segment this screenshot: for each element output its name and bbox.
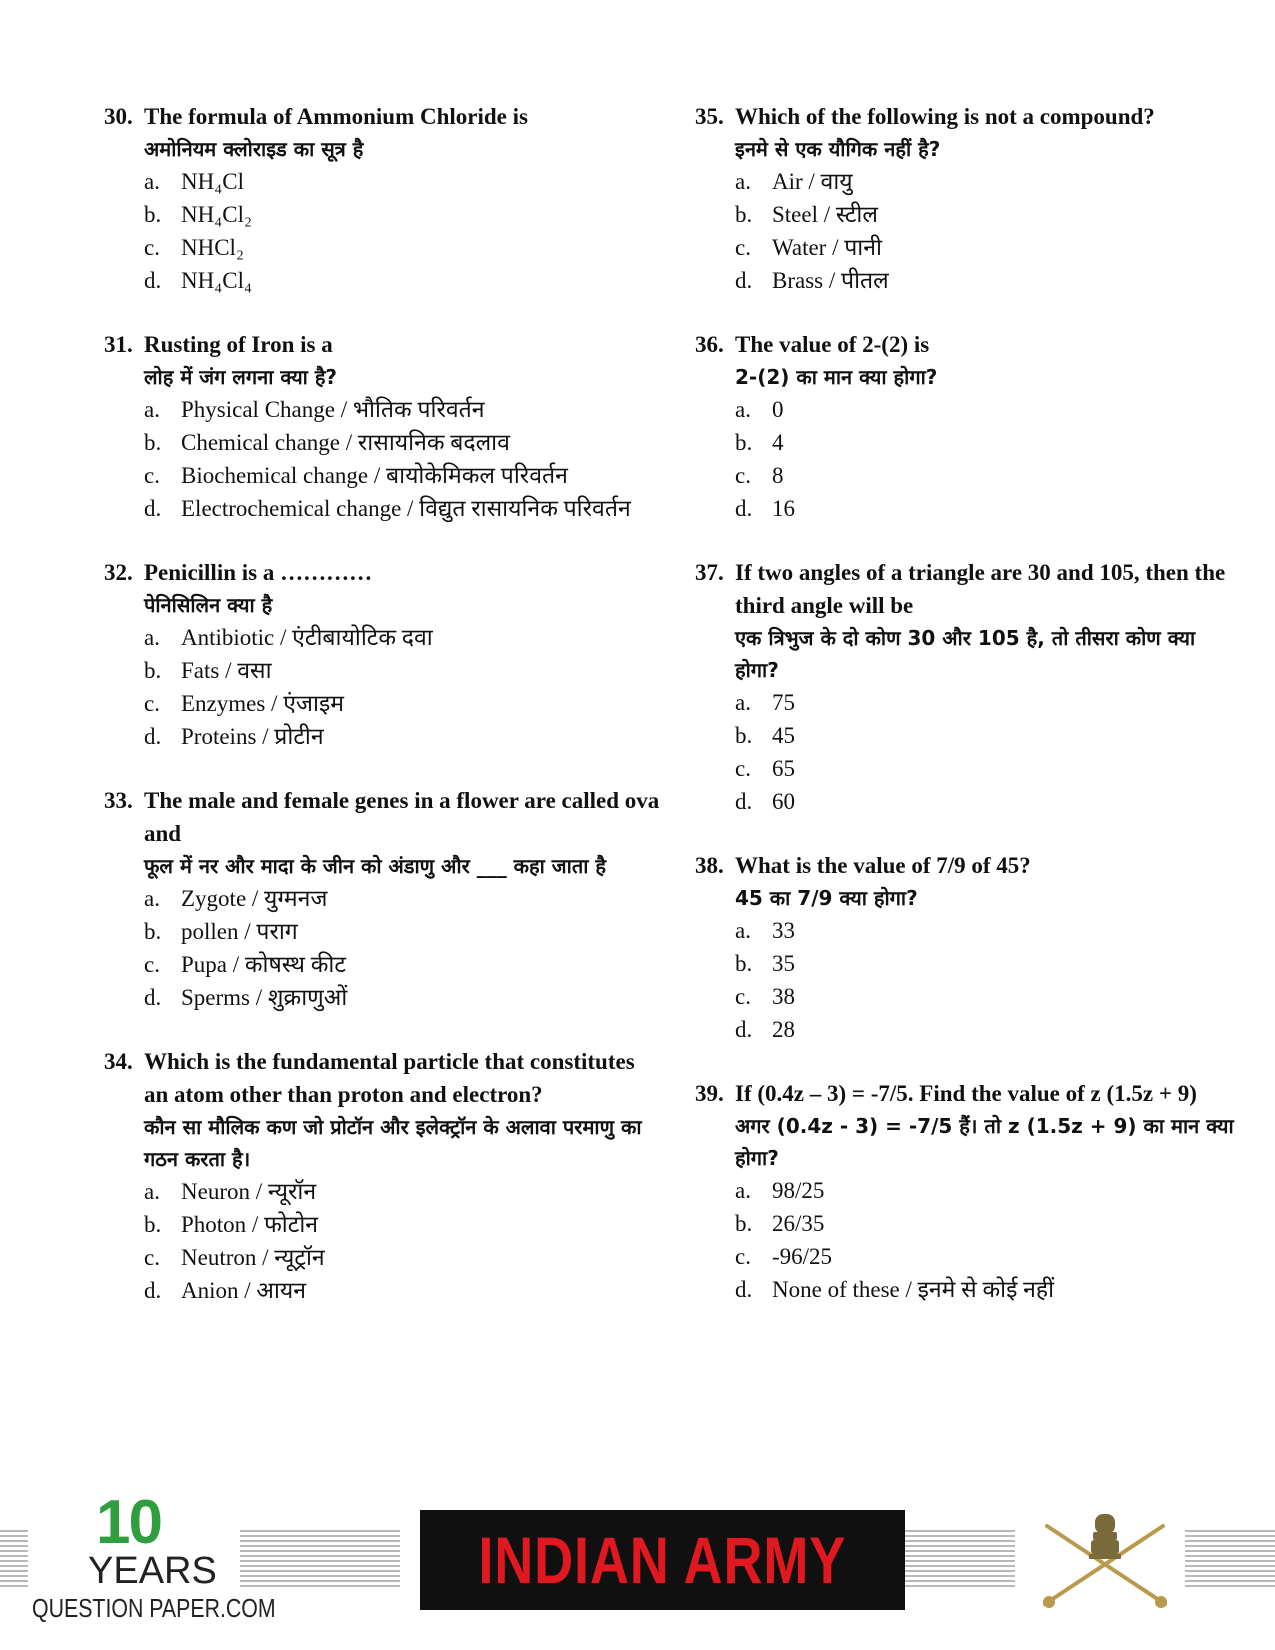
question-text: If two angles of a triangle are 30 and 105, then the third angle will be: [735, 560, 1226, 618]
option-item: [144, 1175, 664, 1208]
question-title: [104, 328, 664, 361]
option-letter: b.: [144, 919, 162, 944]
question-title: [104, 784, 664, 850]
option-text: Enzymes / एंजाइम: [181, 691, 344, 716]
right-column: [695, 100, 1235, 1337]
option-letter: b.: [144, 430, 162, 455]
question-number: 33.: [104, 788, 133, 813]
option-item: [735, 980, 1235, 1013]
option-text: None of these / इनमे से कोई नहीं: [772, 1277, 1055, 1302]
option-text: Chemical change / रासायनिक बदलाव: [181, 430, 510, 455]
question-number: 32.: [104, 560, 133, 585]
option-text: Biochemical change / बायोकेमिकल परिवर्तन: [181, 463, 568, 488]
option-letter: a.: [735, 397, 751, 422]
option-item: [735, 785, 1235, 818]
option-list: [104, 621, 664, 753]
option-item: [144, 198, 664, 231]
option-item: [735, 1273, 1235, 1306]
question-text: The male and female genes in a flower are called ova and: [144, 788, 660, 846]
option-text: Sperms / शुक्राणुओं: [181, 985, 348, 1010]
option-item: [735, 914, 1235, 947]
footer-stripes: [1185, 1530, 1275, 1588]
question-text-hindi: लोह में जंग लगना क्या है?: [144, 365, 338, 389]
option-list: [104, 393, 664, 525]
option-item: [144, 621, 664, 654]
option-text: Electrochemical change / विद्युत रासायनिक परिवर्तन: [181, 496, 631, 521]
option-item: [735, 198, 1235, 231]
option-letter: b.: [735, 202, 753, 227]
footer-stripes: [0, 1530, 28, 1588]
option-letter: b.: [735, 430, 753, 455]
option-item: [735, 264, 1235, 297]
option-list: [104, 1175, 664, 1307]
question-32: [104, 556, 664, 753]
option-text: 45: [772, 723, 795, 748]
option-text: 75: [772, 690, 795, 715]
question-text: Which is the fundamental particle that constitutes an atom other than proton and electron?: [144, 1049, 635, 1107]
question-37: [695, 556, 1235, 818]
option-item: [144, 654, 664, 687]
option-letter: c.: [735, 756, 751, 781]
option-text: -96/25: [772, 1244, 833, 1269]
question-title: [695, 1077, 1235, 1110]
option-letter: b.: [735, 723, 753, 748]
option-letter: b.: [144, 1212, 162, 1237]
option-item: [144, 165, 664, 198]
option-text: 16: [772, 496, 795, 521]
option-list: [104, 882, 664, 1014]
option-text: Neuron / न्यूरॉन: [181, 1179, 317, 1204]
option-letter: c.: [735, 235, 751, 260]
option-item: [144, 1208, 664, 1241]
option-letter: a.: [735, 690, 751, 715]
question-title: [104, 100, 664, 133]
question-text: What is the value of 7/9 of 45?: [735, 853, 1031, 878]
option-text: 35: [772, 951, 795, 976]
question-39: [695, 1077, 1235, 1306]
option-letter: b.: [144, 658, 162, 683]
question-number: 39.: [695, 1081, 724, 1106]
question-text-hindi: एक त्रिभुज के दो कोण 30 और 105 है, तो तीसरा कोण क्या होगा?: [735, 626, 1196, 682]
option-text: Air / वायु: [772, 169, 853, 194]
option-item: [144, 1274, 664, 1307]
option-item: [735, 1013, 1235, 1046]
option-text: Photon / फोटोन: [181, 1212, 319, 1237]
option-letter: d.: [735, 268, 753, 293]
question-text: Penicillin is a …………: [144, 560, 373, 585]
question-33: [104, 784, 664, 1014]
option-letter: d.: [144, 268, 162, 293]
option-text: Pupa / कोषस्थ कीट: [181, 952, 346, 977]
option-letter: c.: [144, 235, 160, 260]
option-list: [695, 914, 1235, 1046]
question-30: [104, 100, 664, 297]
question-text-hindi: फूल में नर और मादा के जीन को अंडाणु और ___ कहा जाता है: [144, 854, 606, 878]
option-letter: d.: [144, 496, 162, 521]
option-item: [735, 459, 1235, 492]
question-number: 35.: [695, 104, 724, 129]
option-item: [144, 720, 664, 753]
option-item: [144, 426, 664, 459]
question-number: 38.: [695, 853, 724, 878]
option-letter: c.: [144, 463, 160, 488]
option-text: 65: [772, 756, 795, 781]
question-title: [695, 100, 1235, 133]
option-item: [144, 1241, 664, 1274]
option-item: [735, 231, 1235, 264]
question-text-hindi: कौन सा मौलिक कण जो प्रोटॉन और इलेक्ट्रॉन के अलावा परमाणु का गठन करता है।: [144, 1115, 642, 1171]
option-text: Anion / आयन: [181, 1278, 307, 1303]
question-35: [695, 100, 1235, 297]
question-text: If (0.4z – 3) = -7/5. Find the value of z (1.5z + 9): [735, 1081, 1197, 1106]
question-text: Rusting of Iron is a: [144, 332, 333, 357]
option-letter: a.: [144, 169, 160, 194]
option-letter: d.: [735, 1277, 753, 1302]
option-list: [695, 1174, 1235, 1306]
option-item: [735, 492, 1235, 525]
logo-years: YEARS: [88, 1550, 217, 1592]
option-item: [144, 231, 664, 264]
footer-stripes: [905, 1530, 1015, 1588]
question-title: [695, 556, 1235, 622]
option-text: 26/35: [772, 1211, 825, 1236]
option-item: [735, 1174, 1235, 1207]
option-letter: d.: [144, 1278, 162, 1303]
option-text: Neutron / न्यूट्रॉन: [181, 1245, 325, 1270]
option-text: Steel / स्टील: [772, 202, 878, 227]
question-number: 30.: [104, 104, 133, 129]
option-text: 4: [772, 430, 784, 455]
option-text: Water / पानी: [772, 235, 882, 260]
option-item: [735, 1240, 1235, 1273]
option-letter: a.: [735, 1178, 751, 1203]
logo-site-name: QUESTION PAPER.COM: [32, 1593, 276, 1623]
question-38: [695, 849, 1235, 1046]
question-text-hindi: 45 का 7/9 क्या होगा?: [735, 886, 918, 910]
option-item: [735, 393, 1235, 426]
option-text: NH₄Cl₂: [181, 202, 252, 227]
question-title: [104, 556, 664, 589]
question-text: The value of 2-(2) is: [735, 332, 930, 357]
question-title: [695, 849, 1235, 882]
option-item: [144, 687, 664, 720]
question-text-hindi: 2-(2) का मान क्या होगा?: [735, 365, 938, 389]
option-item: [144, 981, 664, 1014]
option-letter: b.: [144, 202, 162, 227]
option-text: 33: [772, 918, 795, 943]
option-letter: a.: [144, 1179, 160, 1204]
option-text: 28: [772, 1017, 795, 1042]
option-item: [735, 426, 1235, 459]
option-text: 98/25: [772, 1178, 825, 1203]
option-text: NHCl₂: [181, 235, 244, 260]
question-title: [695, 328, 1235, 361]
option-letter: c.: [144, 952, 160, 977]
option-item: [735, 752, 1235, 785]
option-letter: d.: [144, 985, 162, 1010]
option-text: 8: [772, 463, 784, 488]
option-item: [144, 264, 664, 297]
indian-army-banner: [420, 1510, 905, 1610]
option-text: 0: [772, 397, 784, 422]
question-text: The formula of Ammonium Chloride is: [144, 104, 528, 129]
option-letter: a.: [144, 625, 160, 650]
option-item: [144, 492, 664, 525]
option-letter: c.: [735, 984, 751, 1009]
option-text: 60: [772, 789, 795, 814]
option-letter: d.: [735, 789, 753, 814]
option-item: [144, 915, 664, 948]
option-letter: b.: [735, 951, 753, 976]
option-item: [144, 882, 664, 915]
option-text: Zygote / युग्मनज: [181, 886, 328, 911]
option-text: Physical Change / भौतिक परिवर्तन: [181, 397, 485, 422]
option-text: NH₄Cl₄: [181, 268, 252, 293]
option-letter: d.: [144, 724, 162, 749]
option-item: [144, 393, 664, 426]
option-letter: b.: [735, 1211, 753, 1236]
option-text: pollen / पराग: [181, 919, 298, 944]
option-letter: d.: [735, 1017, 753, 1042]
option-letter: c.: [144, 1245, 160, 1270]
question-text-hindi: अमोनियम क्लोराइड का सूत्र है: [144, 137, 364, 161]
option-item: [144, 459, 664, 492]
footer-stripes: [240, 1530, 400, 1588]
question-text-hindi: इनमे से एक यौगिक नहीं है?: [735, 137, 941, 161]
question-34: [104, 1045, 664, 1307]
question-number: 34.: [104, 1049, 133, 1074]
option-item: [735, 686, 1235, 719]
option-letter: a.: [735, 169, 751, 194]
option-text: 38: [772, 984, 795, 1009]
question-36: [695, 328, 1235, 525]
option-list: [695, 686, 1235, 818]
option-letter: a.: [144, 397, 160, 422]
question-text-hindi: पेनिसिलिन क्या है: [144, 593, 273, 617]
option-item: [735, 719, 1235, 752]
option-letter: a.: [735, 918, 751, 943]
option-text: Proteins / प्रोटीन: [181, 724, 324, 749]
question-text: Which of the following is not a compound?: [735, 104, 1155, 129]
footer: [0, 1480, 1275, 1640]
option-letter: c.: [735, 463, 751, 488]
option-list: [695, 393, 1235, 525]
option-letter: a.: [144, 886, 160, 911]
question-31: [104, 328, 664, 525]
option-letter: c.: [735, 1244, 751, 1269]
option-letter: d.: [735, 496, 753, 521]
option-list: [695, 165, 1235, 297]
option-item: [735, 165, 1235, 198]
question-title: [104, 1045, 664, 1111]
banner-text: INDIAN ARMY: [478, 1523, 847, 1597]
option-text: Fats / वसा: [181, 658, 272, 683]
option-text: Brass / पीतल: [772, 268, 889, 293]
option-item: [144, 948, 664, 981]
option-item: [735, 1207, 1235, 1240]
crossed-swords-emblem-icon: [1035, 1506, 1175, 1616]
logo-number: 10: [96, 1488, 161, 1557]
option-text: Antibiotic / एंटीबायोटिक दवा: [181, 625, 433, 650]
option-letter: c.: [144, 691, 160, 716]
option-list: [104, 165, 664, 297]
left-column: [104, 100, 664, 1338]
question-text-hindi: अगर (0.4z - 3) = -7/5 हैं। तो z (1.5z + 9) का मान क्या होगा?: [735, 1114, 1234, 1170]
question-number: 36.: [695, 332, 724, 357]
question-number: 31.: [104, 332, 133, 357]
question-number: 37.: [695, 560, 724, 585]
option-item: [735, 947, 1235, 980]
option-text: NH₄Cl: [181, 169, 244, 194]
